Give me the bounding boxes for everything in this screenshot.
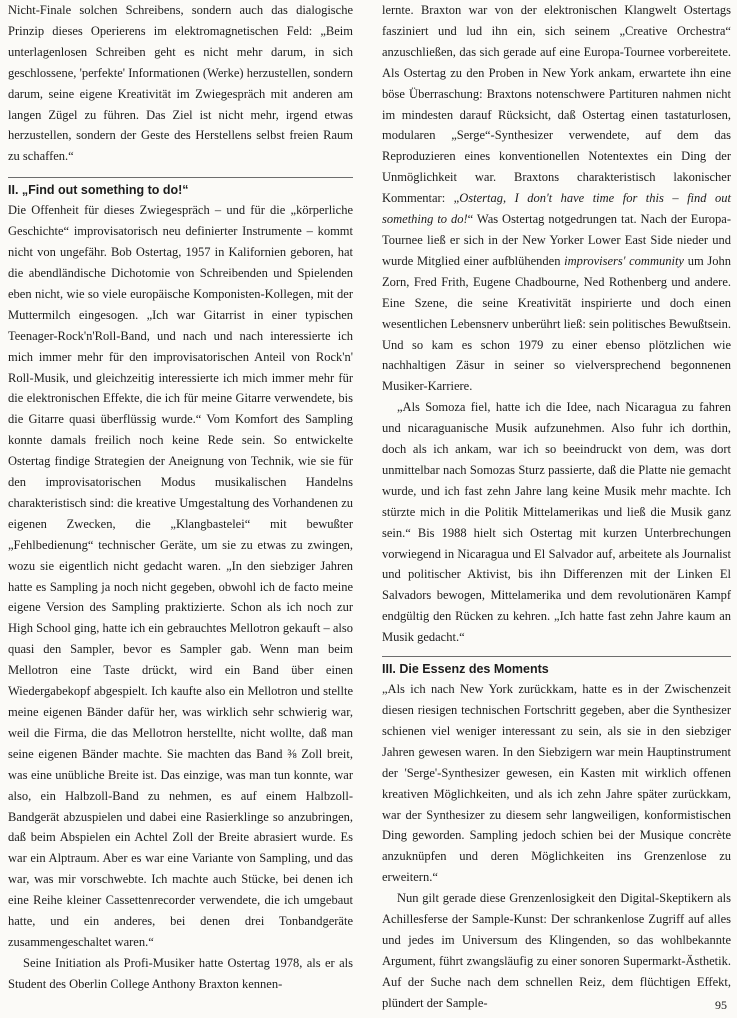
paragraph-section-3-1: „Als ich nach New York zurückkam, hatte es in der Zwischenzeit diesen riesigen technischen Fortschritt gegeben, aber die Synthesizer schienen viel weniger interessant zu sein, als sie in den siebziger Jahren gewesen waren. In den Siebzigern war mein Hauptinstrument der 'Serge'-Synthesizer gewesen, ein Kasten mit wirklich offenen kreativen Möglichkeiten, und als ich zehn Jahre später zurückkam, war der Synthesizer zu diesem sehr langweiligen, konformistischen Ding geworden. Sampling jedoch schien bei der Musique concrète anzuknüpfen und deren Möglichkeiten ins Grenzenlose zu erweitern.“ bbox=[382, 682, 731, 885]
paragraph-section-3-2: Nun gilt gerade diese Grenzenlosigkeit den Digital-Skeptikern als Achillesferse der Sample-Kunst: Der schrankenlose Zugriff auf alles und jedes im Universum des Klingenden, so das wohlbekannte Argument, führt zwangsläufig zu einer sonoren Supermarkt-Ästhetik. Auf der Suche nach dem schnellen Reiz, dem flüchtigen Effekt, plündert der Sample- bbox=[382, 891, 731, 1010]
page-number: 95 bbox=[715, 998, 727, 1012]
text-run: “ Was Ostertag notgedrungen tat. Nach der Europa-Tournee ließ er sich in der New Yorker Lower East Side nieder und wurde Mitglied einer aufblühenden bbox=[382, 212, 731, 268]
text-run: um John Zorn, Fred Frith, Eugene Chadbourne, Ned Rothenberg und andere. Eine Szene, die seine Kreativität inspirierte und doch einen wesentlichen Lebensnerv unberührt ließ: sein politisches Bewußtsein. Und so kam es schon 1979 zu einer ebenso plötzlichen wie nachhaltigen Zäsur in seiner so vielversprechend begonnenen Musiker-Karriere. bbox=[382, 253, 732, 394]
text-run: lernte. Braxton war von der elektronischen Klangwelt Ostertags fasziniert und lud ihn ein, sich seinem „Creative Orchestra“ anzuschließen, das sich gerade auf eine Europa-Tournee vorbereitete. Als Ostertag zu den Proben in New York ankam, erwartete ihn eine böse Überraschung: Braxtons notenschwere Partituren nahmen nicht im mindesten darauf Rücksicht, daß Ostertag einen tastaturlosen, modularen „Serge“-Synthesizer verwendete, auf dem das Reproduzieren eines konventionellen Notentextes ein Ding der Unmöglichkeit war. Braxtons charakteristisch lakonischer Kommentar: „ bbox=[382, 3, 731, 206]
section-rule bbox=[382, 656, 731, 657]
paragraph-section-2-2: Seine Initiation als Profi-Musiker hatte Ostertag 1978, als er als Student des Oberlin College Anthony Braxton kennen- bbox=[8, 955, 353, 991]
section-3-heading-block bbox=[382, 656, 731, 678]
paragraph-braxton bbox=[382, 0, 731, 397]
left-column bbox=[8, 0, 353, 995]
italic-term: improvisers' community bbox=[564, 253, 684, 268]
italic-quote: Ostertag, I don't have time for this – find out something to do! bbox=[382, 191, 731, 227]
paragraph-somoza: „Als Somoza fiel, hatte ich die Idee, nach Nicaragua zu fahren und nicaraguanische Musik aufzunehmen. Also fuhr ich dorthin, doch als ich ankam, war ich so beeindruckt von dem, was dort unmittelbar nach Somozas Sturz passierte, daß die Platte nie gemacht wurde, und ich fast zehn Jahre lang keine Musik mehr machte. Ich stürzte mich in die Politik Mittelamerikas und ließ die Musik ganz sein.“ Bis 1988 hielt sich Ostertag mit kurzen Unterbrechungen vorwiegend in Nicaragua und El Salvador auf, arbeitete als Journalist und politischer Aktivist, bis ihn Differenzen mit der Linken El Salvadors bewogen, Mittelamerika und dem revolutionären Kampf endgültig den Rücken zu kehren. „Ich hatte fast zehn Jahre kaum an Musik gedacht.“ bbox=[382, 400, 731, 645]
paragraph-section-2-1: Die Offenheit für dieses Zwiegespräch – und für die „körperliche Geschichte“ improvisatorisch neu definierter Instrumente – kommt nicht von ungefähr. Bob Ostertag, 1957 in Kalifornien geboren, hat die abendländische Dichotomie von Schreibenden und Spielenden eben nicht, wie so viele europäische Komponisten-Kollegen, mit der Muttermilch eingesogen. „Ich war Gitarrist in einer typischen Teenager-Rock'n'Roll-Band, und nach und nach interessierte ich mich immer mehr für den improvisatorischen Anteil von Rock'n' Roll-Musik, und gleichzeitig interessierte ich mich immer mehr für die elektronischen Effekte, die ich für meine Gitarre verwendete, bis die Gitarre quasi überflüssig wurde.“ Vom Komfort des Sampling konnte damals freilich noch keine Rede sein. So entwickelte Ostertag findige Strategien der Aneignung von Technik, wie sie für den improvisatorischen Modus musikalischen Handelns charakteristisch sind: die kreative Umgestaltung des Vorhandenen zu eigenen Zwecken, die „Klangbastelei“ mit bewußter „Fehlbedienung“ technischer Geräte, um sie zu etwas zu zwingen, wozu sie eigentlich nicht gedacht waren. „In den siebziger Jahren hatte es Sampling ja noch nicht gegeben, obwohl ich de facto meine eigene Version des Sampling praktizierte. Schon als ich noch zur High School ging, hatte ich ein gebrauchtes Mellotron gekauft – also quasi den Sampler, bevor es Sampler gab. Wenn man beim Mellotron eine Taste drückt, wird ein Band über einen Wiedergabekopf abgespielt. Ich kaufte also ein Mellotron und stellte meine eigenen Bänder dafür her, was wirklich sehr schwierig war, weil die Firma, die das Mellotron herstellte, nicht wollte, daß man seine eigenen Bänder machte. Sie machten das Band ⅜ Zoll breit, was eine unübliche Breite ist. Das einzige, was man tun konnte, war also, ein Halbzoll-Band zu nehmen, es auf einem Halbzoll-Bandgerät abzuspielen und dabei eine Rasierklinge so anzubringen, daß beim Abspielen ein Achtel Zoll der Breite abrasiert wurde. Es war ein Alptraum. Aber es war eine Variante von Sampling, und das war, was mir vorschwebte. Ich machte auch Stücke, bei denen ich eine Reihe kleiner Cassettenrecorder verwendete, die ich umgebaut hatte, und ein anderes, bei denen drei Tonbandgeräte zusammengeschaltet waren.“ bbox=[8, 203, 353, 949]
section-rule bbox=[8, 177, 353, 178]
section-2-heading-block bbox=[8, 177, 353, 199]
section-2-title: II. „Find out something to do!“ bbox=[8, 183, 189, 198]
right-column bbox=[382, 0, 731, 1014]
section-3-title: III. Die Essenz des Moments bbox=[382, 662, 549, 677]
paragraph-intro: Nicht-Finale solchen Schreibens, sondern auch das dialogische Prinzip dieses Operierens im elektromagnetischen Feld: „Beim unterlagenlosen Schreiben geht es nicht mehr darum, in sich geschlossene, 'perfekte' Informationen (Werke) herzustellen, sondern darum, seine eigene Kreativität im Zwiegespräch mit anderen am langen Zügel zu führen. Das Ziel ist nicht mehr, irgend etwas herzustellen, sondern der Geste des Herstellens selbst freien Raum zu schaffen.“ bbox=[8, 3, 353, 164]
